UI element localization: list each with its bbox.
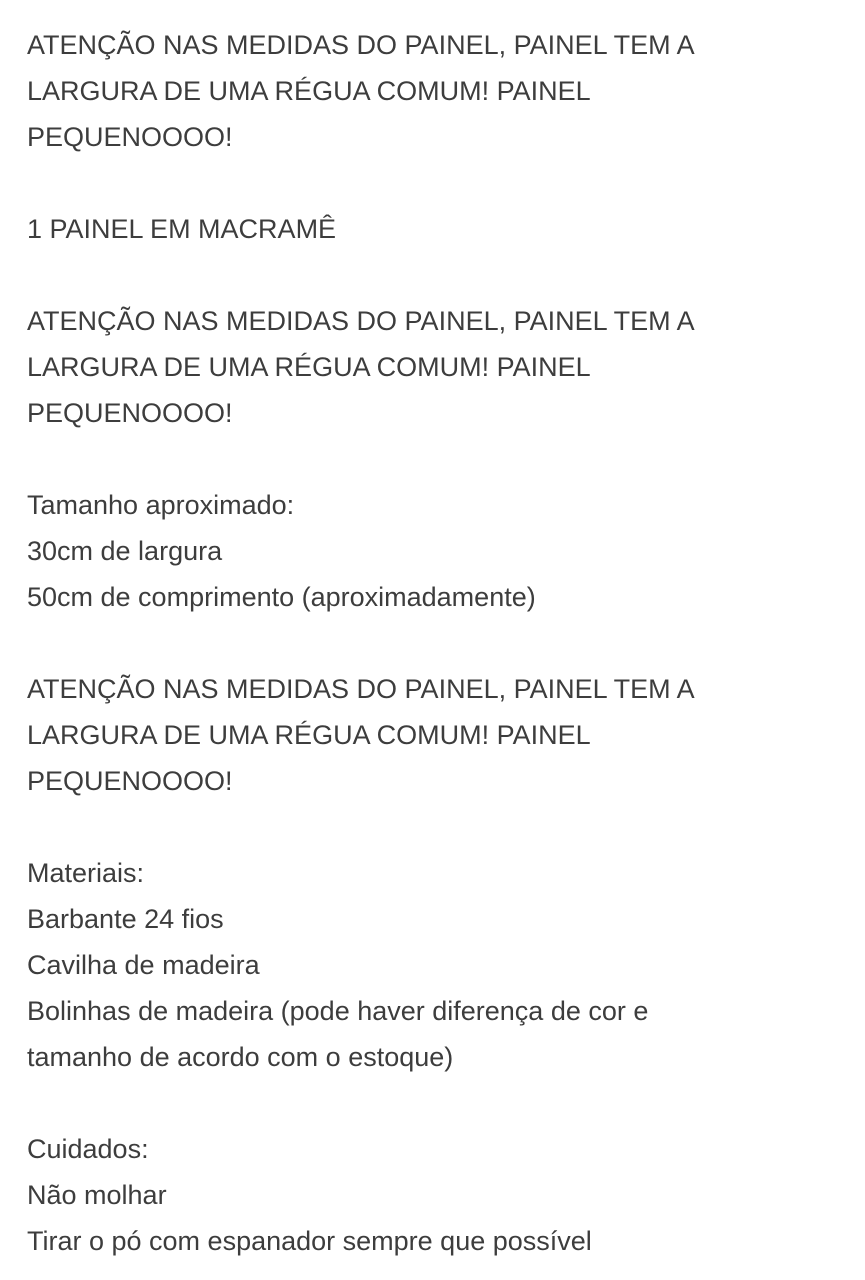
care-section — [27, 1126, 847, 1264]
size-length: 50cm de comprimento (aproximadamente) — [27, 582, 536, 612]
warning-line: LARGURA DE UMA RÉGUA COMUM! PAINEL — [27, 720, 591, 750]
spacer — [27, 252, 847, 298]
care-item: Não molhar — [27, 1180, 167, 1210]
spacer — [27, 1080, 847, 1126]
warning-line: LARGURA DE UMA RÉGUA COMUM! PAINEL — [27, 76, 591, 106]
warning-block-3 — [27, 666, 847, 804]
materials-item: Barbante 24 fios — [27, 904, 224, 934]
materials-item: tamanho de acordo com o estoque) — [27, 1042, 454, 1072]
size-section — [27, 482, 847, 620]
size-width: 30cm de largura — [27, 536, 223, 566]
product-description — [27, 22, 847, 1264]
materials-heading: Materiais: — [27, 858, 145, 888]
materials-item: Cavilha de madeira — [27, 950, 260, 980]
materials-item: Bolinhas de madeira (pode haver diferença de cor e — [27, 996, 649, 1026]
materials-section — [27, 850, 847, 1080]
warning-line: ATENÇÃO NAS MEDIDAS DO PAINEL, PAINEL TEM A — [27, 30, 695, 60]
warning-block-1 — [27, 22, 847, 160]
product-title: 1 PAINEL EM MACRAMÊ — [27, 214, 337, 244]
warning-line: ATENÇÃO NAS MEDIDAS DO PAINEL, PAINEL TEM A — [27, 674, 695, 704]
spacer — [27, 436, 847, 482]
care-item: Tirar o pó com espanador sempre que possível — [27, 1226, 592, 1256]
spacer — [27, 160, 847, 206]
warning-line: PEQUENOOOO! — [27, 122, 233, 152]
size-heading: Tamanho aproximado: — [27, 490, 295, 520]
warning-line: ATENÇÃO NAS MEDIDAS DO PAINEL, PAINEL TEM A — [27, 306, 695, 336]
warning-line: PEQUENOOOO! — [27, 398, 233, 428]
care-heading: Cuidados: — [27, 1134, 149, 1164]
spacer — [27, 620, 847, 666]
spacer — [27, 804, 847, 850]
warning-line: LARGURA DE UMA RÉGUA COMUM! PAINEL — [27, 352, 591, 382]
warning-line: PEQUENOOOO! — [27, 766, 233, 796]
warning-block-2 — [27, 298, 847, 436]
